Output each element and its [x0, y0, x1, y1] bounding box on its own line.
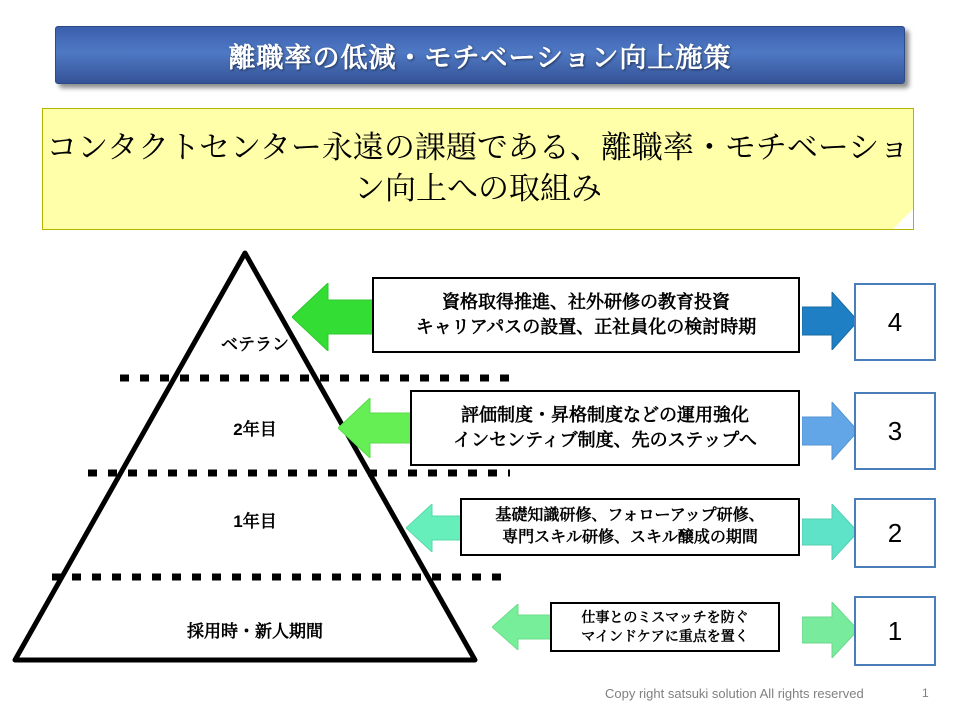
slide-title-text: 離職率の低減・モチベーション向上施策	[228, 42, 732, 73]
pyramid-tier-label-veteran: ベテラン	[221, 335, 289, 354]
green-arrow-step-4	[292, 283, 374, 351]
description-box-step-4	[372, 277, 800, 353]
green-arrow-step-1	[492, 604, 554, 650]
slide-subtitle-box	[42, 108, 914, 230]
description-line-2: インセンティブ制度、先のステップへ	[453, 430, 757, 450]
description-box-step-2	[460, 498, 800, 556]
footer-page-number: 1	[922, 686, 929, 700]
step-number-box-1: 1	[854, 596, 936, 666]
blue-arrow-step-2	[802, 504, 858, 560]
pyramid-tier-label-year1: 1年目	[233, 512, 277, 531]
step-number-box-2: 2	[854, 498, 936, 568]
description-box-step-1	[550, 602, 780, 652]
step-number-box-4: 4	[854, 283, 936, 361]
blue-arrow-step-3	[802, 402, 858, 460]
description-line-1: 評価制度・昇格制度などの運用強化	[461, 405, 749, 426]
footer-copyright-text: Copy right satsuki solution All rights reserved	[605, 686, 864, 701]
description-line-2: キャリアパスの設置、正社員化の検討時期	[415, 317, 757, 337]
green-arrow-step-3	[338, 398, 414, 458]
step-number-box-3: 3	[854, 392, 936, 470]
pyramid-tier-label-year2: 2年目	[233, 420, 277, 439]
slide-title-banner	[55, 26, 905, 84]
description-line-2: 専門スキル研修、スキル醸成の期間	[502, 529, 758, 546]
pyramid-tier-label-newhire: 採用時・新人期間	[187, 622, 323, 641]
folded-corner-icon	[893, 209, 913, 229]
description-line-2: マインドケアに重点を置く	[581, 628, 749, 644]
description-box-step-3	[410, 390, 800, 466]
blue-arrow-step-4	[802, 292, 858, 350]
description-line-1: 資格取得推進、社外研修の教育投資	[442, 292, 730, 313]
description-line-1: 仕事とのミスマッチを防ぐ	[581, 608, 749, 625]
description-line-1: 基礎知識研修、フォローアップ研修、	[495, 506, 765, 524]
green-arrow-step-2	[406, 504, 468, 552]
slide-subtitle-text: コンタクトセンター永遠の課題である、離職率・モチベーション向上への取組み	[46, 130, 910, 206]
blue-arrow-step-1	[802, 602, 858, 658]
